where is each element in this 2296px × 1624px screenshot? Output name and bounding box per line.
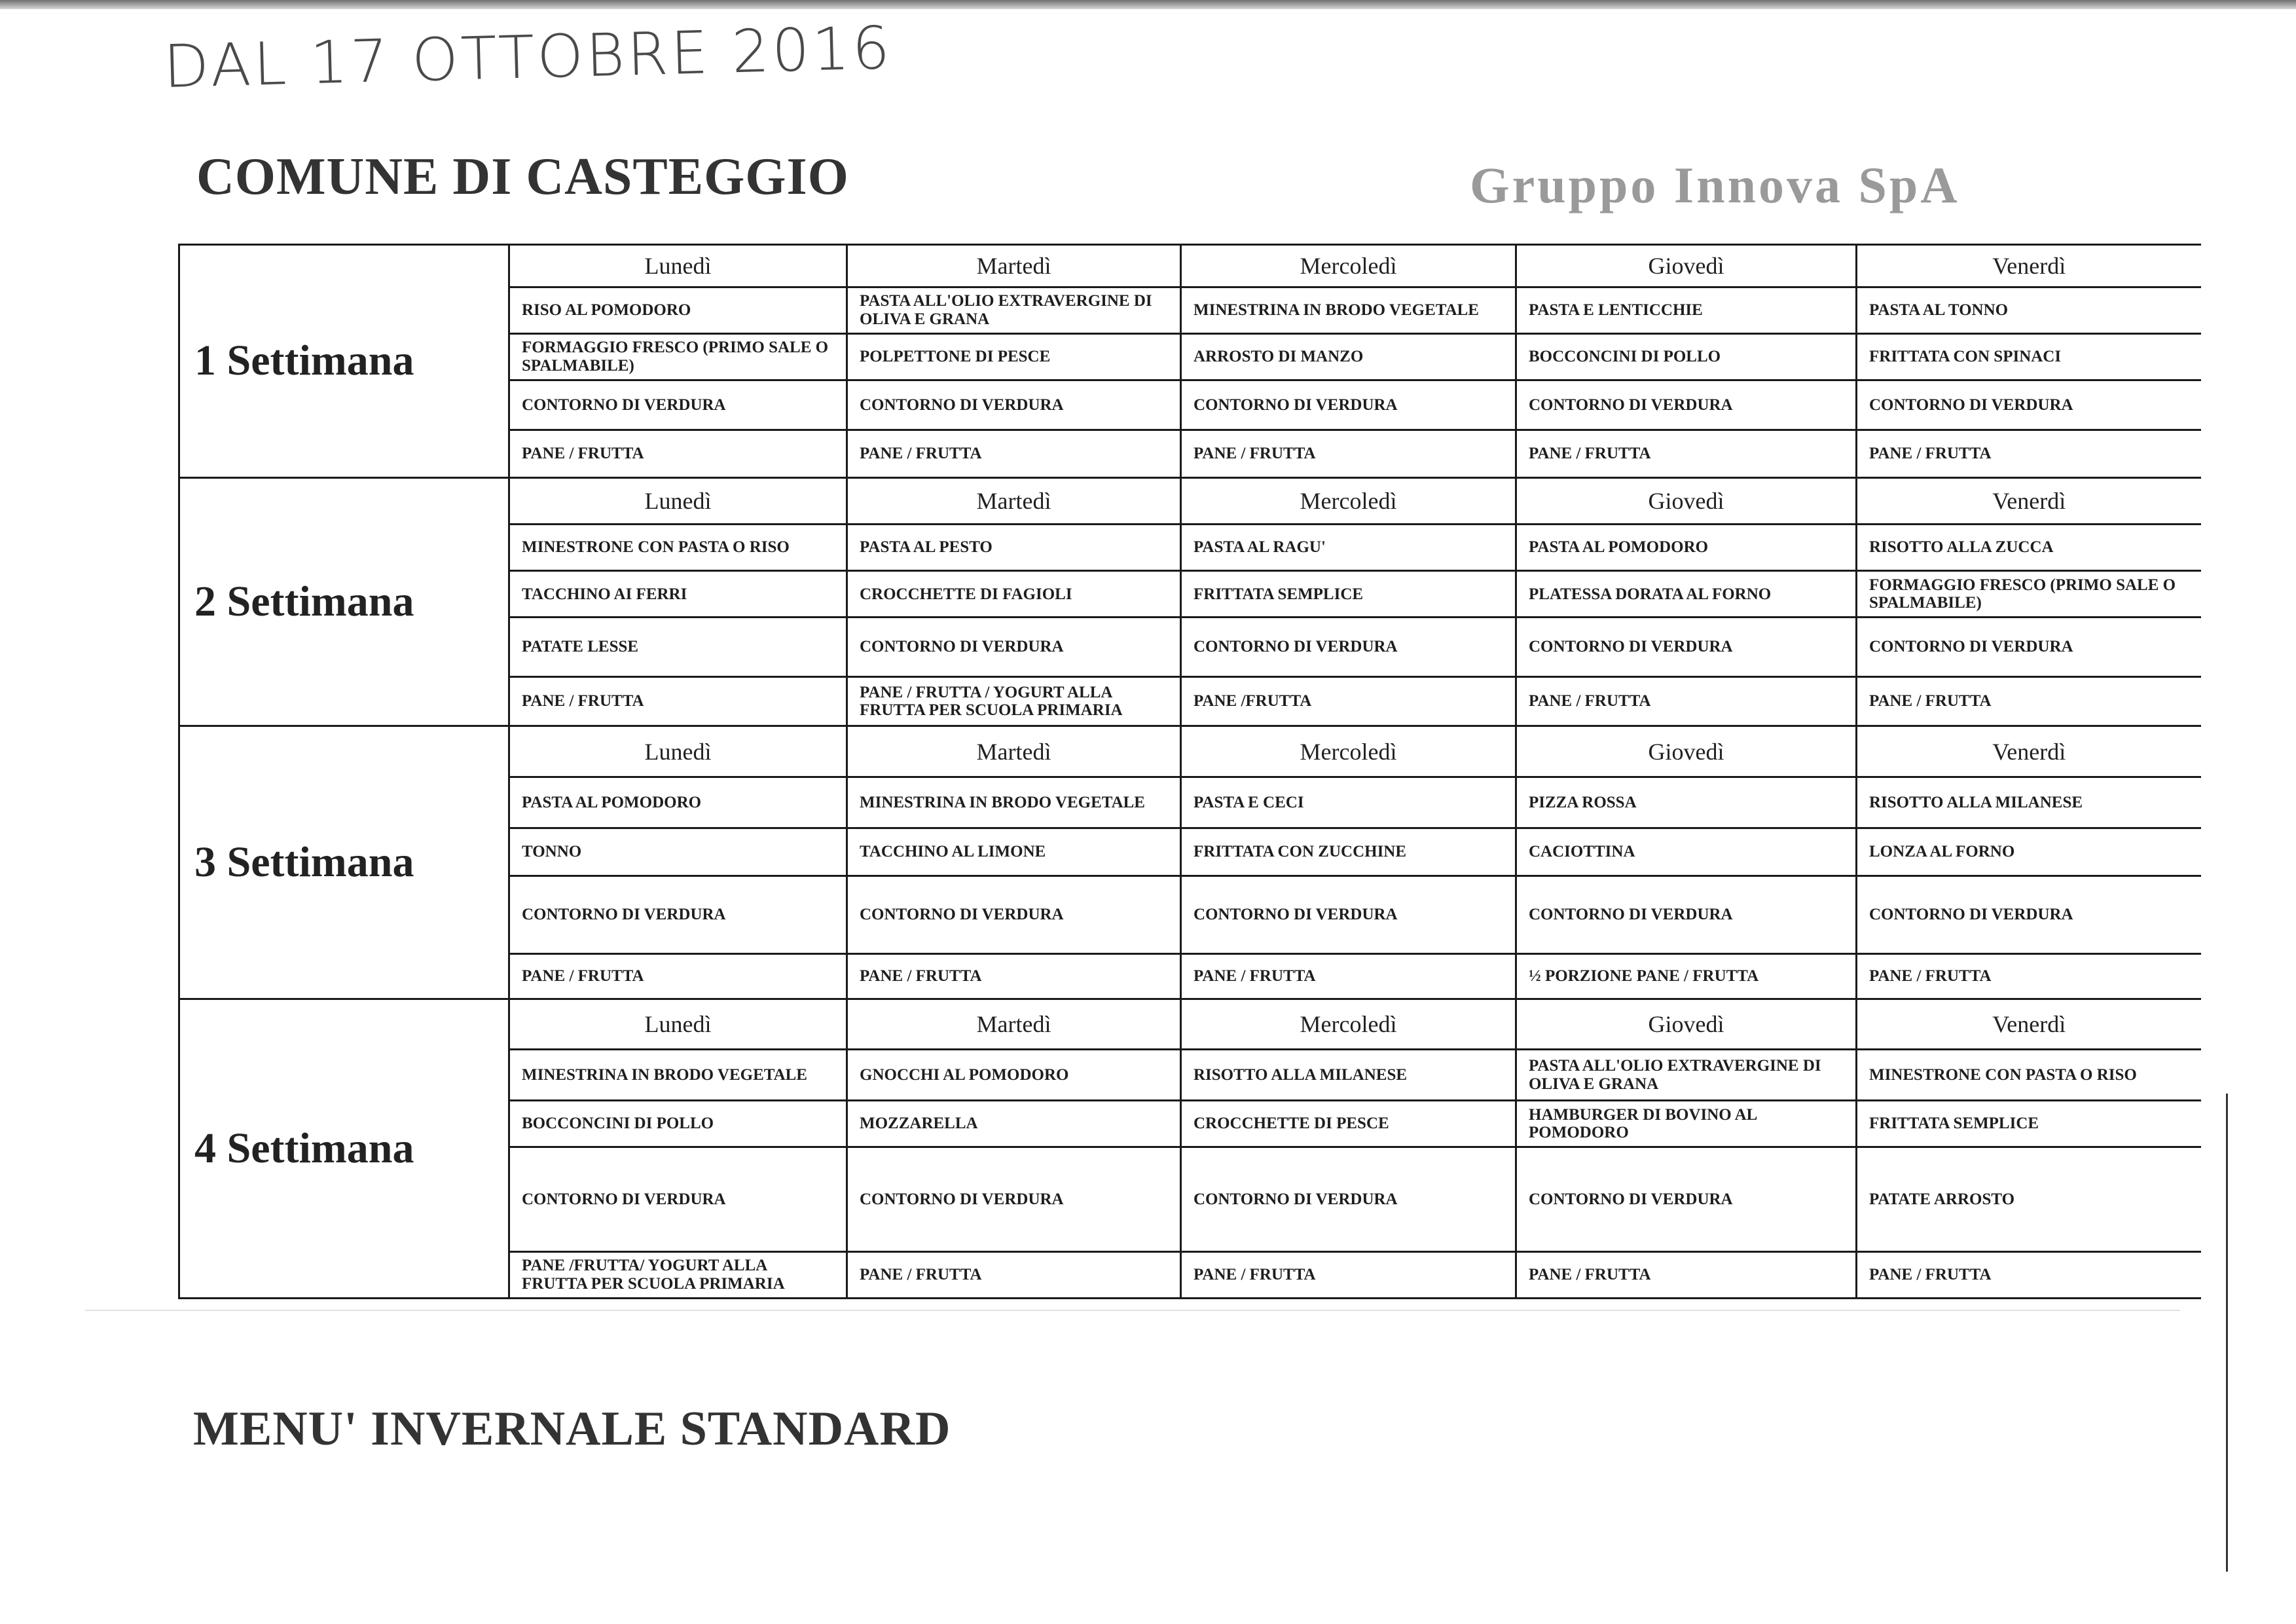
menu-dish-cell: RISOTTO ALLA MILANESE [1857,777,2201,828]
menu-dish-cell: RISO AL POMODORO [509,287,847,333]
menu-dish-cell: PANE / FRUTTA [847,1251,1181,1298]
menu-dish-cell: PASTA E LENTICCHIE [1516,287,1857,333]
day-header: Mercoledì [1181,999,1516,1050]
day-header: Venerdì [1857,477,2201,524]
menu-dish-cell: PANE / FRUTTA [1181,1251,1516,1298]
day-header: Martedì [847,726,1181,777]
menu-dish-cell: PANE / FRUTTA [1516,676,1857,726]
menu-dish-cell: PANE / FRUTTA [1516,430,1857,477]
menu-dish-cell: PIZZA ROSSA [1516,777,1857,828]
menu-dish-cell: TACCHINO AI FERRI [509,571,847,618]
day-header: Venerdì [1857,999,2201,1050]
week-label: 2 Settimana [179,477,509,726]
menu-dish-cell: CONTORNO DI VERDURA [847,618,1181,677]
menu-dish-cell: PANE /FRUTTA [1181,676,1516,726]
menu-dish-cell: MINESTRONE CON PASTA O RISO [1857,1050,2201,1101]
menu-dish-cell: CONTORNO DI VERDURA [847,380,1181,430]
week-header-row [179,245,2201,287]
day-header: Giovedì [1516,477,1857,524]
menu-dish-cell: PLATESSA DORATA AL FORNO [1516,571,1857,618]
company-name: Gruppo Innova SpA [1470,157,1960,213]
scan-edge [0,0,2296,9]
menu-dish-cell: BOCCONCINI DI POLLO [509,1100,847,1147]
menu-dish-cell: CONTORNO DI VERDURA [1857,618,2201,677]
menu-dish-cell: CONTORNO DI VERDURA [509,1147,847,1252]
menu-dish-cell: GNOCCHI AL POMODORO [847,1050,1181,1101]
menu-dish-cell: PASTA AL RAGU' [1181,525,1516,571]
week-header-row [179,999,2201,1050]
menu-dish-cell: PASTA AL TONNO [1857,287,2201,333]
menu-dish-cell: CONTORNO DI VERDURA [1516,380,1857,430]
menu-dish-cell: RISOTTO ALLA ZUCCA [1857,525,2201,571]
menu-dish-cell: MINESTRINA IN BRODO VEGETALE [847,777,1181,828]
menu-dish-cell: PASTA ALL'OLIO EXTRAVERGINE DI OLIVA E GRANA [847,287,1181,333]
menu-dish-cell: RISOTTO ALLA MILANESE [1181,1050,1516,1101]
menu-dish-cell: PANE / FRUTTA [1181,953,1516,999]
week-label: 3 Settimana [179,726,509,999]
menu-dish-cell: PASTA AL POMODORO [1516,525,1857,571]
menu-dish-cell: PANE / FRUTTA [847,430,1181,477]
scan-artifact-line [85,1310,2180,1311]
menu-dish-cell: PANE / FRUTTA [1857,953,2201,999]
week-header-row [179,477,2201,524]
menu-dish-cell: TACCHINO AL LIMONE [847,828,1181,876]
menu-table-body [179,245,2201,1299]
menu-table [178,244,2201,1299]
menu-dish-cell: FRITTATA SEMPLICE [1857,1100,2201,1147]
menu-dish-cell: LONZA AL FORNO [1857,828,2201,876]
menu-dish-cell: PANE / FRUTTA [509,430,847,477]
menu-dish-cell: CONTORNO DI VERDURA [1181,618,1516,677]
menu-dish-cell: HAMBURGER DI BOVINO AL POMODORO [1516,1100,1857,1147]
menu-dish-cell: PANE / FRUTTA [1857,1251,2201,1298]
day-header: Giovedì [1516,726,1857,777]
day-header: Mercoledì [1181,245,1516,287]
menu-dish-cell: PANE / FRUTTA [509,953,847,999]
menu-dish-cell: FORMAGGIO FRESCO (PRIMO SALE O SPALMABILE) [1857,571,2201,618]
menu-dish-cell: PANE / FRUTTA / YOGURT ALLA FRUTTA PER SCUOLA PRIMARIA [847,676,1181,726]
menu-dish-cell: PASTA AL POMODORO [509,777,847,828]
day-header: Martedì [847,999,1181,1050]
menu-dish-cell: CONTORNO DI VERDURA [1857,380,2201,430]
menu-dish-cell: CONTORNO DI VERDURA [1857,876,2201,954]
menu-season-title: MENU' INVERNALE STANDARD [193,1402,951,1456]
menu-dish-cell: MINESTRINA IN BRODO VEGETALE [1181,287,1516,333]
week-label: 1 Settimana [179,245,509,478]
day-header: Mercoledì [1181,477,1516,524]
menu-dish-cell: CACIOTTINA [1516,828,1857,876]
day-header: Giovedì [1516,245,1857,287]
menu-dish-cell: MINESTRINA IN BRODO VEGETALE [509,1050,847,1101]
menu-dish-cell: CONTORNO DI VERDURA [1181,1147,1516,1252]
menu-dish-cell: CROCCHETTE DI PESCE [1181,1100,1516,1147]
week-label: 4 Settimana [179,999,509,1298]
menu-dish-cell: CONTORNO DI VERDURA [847,876,1181,954]
menu-dish-cell: PANE / FRUTTA [1516,1251,1857,1298]
menu-dish-cell: CONTORNO DI VERDURA [509,876,847,954]
page-title: COMUNE DI CASTEGGIO [196,148,849,206]
day-header: Martedì [847,477,1181,524]
menu-dish-cell: ½ PORZIONE PANE / FRUTTA [1516,953,1857,999]
menu-dish-cell: PANE / FRUTTA [1181,430,1516,477]
menu-dish-cell: CONTORNO DI VERDURA [1516,1147,1857,1252]
menu-dish-cell: PATATE LESSE [509,618,847,677]
menu-dish-cell: PANE / FRUTTA [509,676,847,726]
menu-dish-cell: CONTORNO DI VERDURA [1516,618,1857,677]
menu-dish-cell: TONNO [509,828,847,876]
day-header: Mercoledì [1181,726,1516,777]
menu-dish-cell: FRITTATA SEMPLICE [1181,571,1516,618]
day-header: Lunedì [509,726,847,777]
menu-dish-cell: PANE / FRUTTA [1857,430,2201,477]
menu-dish-cell: CONTORNO DI VERDURA [847,1147,1181,1252]
menu-dish-cell: CONTORNO DI VERDURA [1516,876,1857,954]
menu-dish-cell: MOZZARELLA [847,1100,1181,1147]
day-header: Venerdì [1857,245,2201,287]
menu-dish-cell: POLPETTONE DI PESCE [847,333,1181,380]
day-header: Lunedì [509,477,847,524]
menu-dish-cell: MINESTRONE CON PASTA O RISO [509,525,847,571]
menu-dish-cell: CONTORNO DI VERDURA [1181,380,1516,430]
menu-dish-cell: FORMAGGIO FRESCO (PRIMO SALE O SPALMABILE) [509,333,847,380]
menu-dish-cell: ARROSTO DI MANZO [1181,333,1516,380]
menu-dish-cell: FRITTATA CON ZUCCHINE [1181,828,1516,876]
menu-dish-cell: PATATE ARROSTO [1857,1147,2201,1252]
day-header: Giovedì [1516,999,1857,1050]
scan-artifact-edge [2226,1094,2228,1572]
menu-dish-cell: PANE / FRUTTA [1857,676,2201,726]
menu-dish-cell: PASTA E CECI [1181,777,1516,828]
week-header-row [179,726,2201,777]
menu-dish-cell: CONTORNO DI VERDURA [1181,876,1516,954]
day-header: Lunedì [509,999,847,1050]
menu-dish-cell: PANE /FRUTTA/ YOGURT ALLA FRUTTA PER SCUOLA PRIMARIA [509,1251,847,1298]
menu-dish-cell: CROCCHETTE DI FAGIOLI [847,571,1181,618]
menu-dish-cell: BOCCONCINI DI POLLO [1516,333,1857,380]
day-header: Venerdì [1857,726,2201,777]
menu-dish-cell: PASTA ALL'OLIO EXTRAVERGINE DI OLIVA E GRANA [1516,1050,1857,1101]
menu-dish-cell: FRITTATA CON SPINACI [1857,333,2201,380]
menu-dish-cell: PASTA AL PESTO [847,525,1181,571]
menu-dish-cell: CONTORNO DI VERDURA [509,380,847,430]
handwritten-date-note: DAL 17 OTTOBRE 2016 [162,13,894,101]
day-header: Martedì [847,245,1181,287]
day-header: Lunedì [509,245,847,287]
menu-dish-cell: PANE / FRUTTA [847,953,1181,999]
